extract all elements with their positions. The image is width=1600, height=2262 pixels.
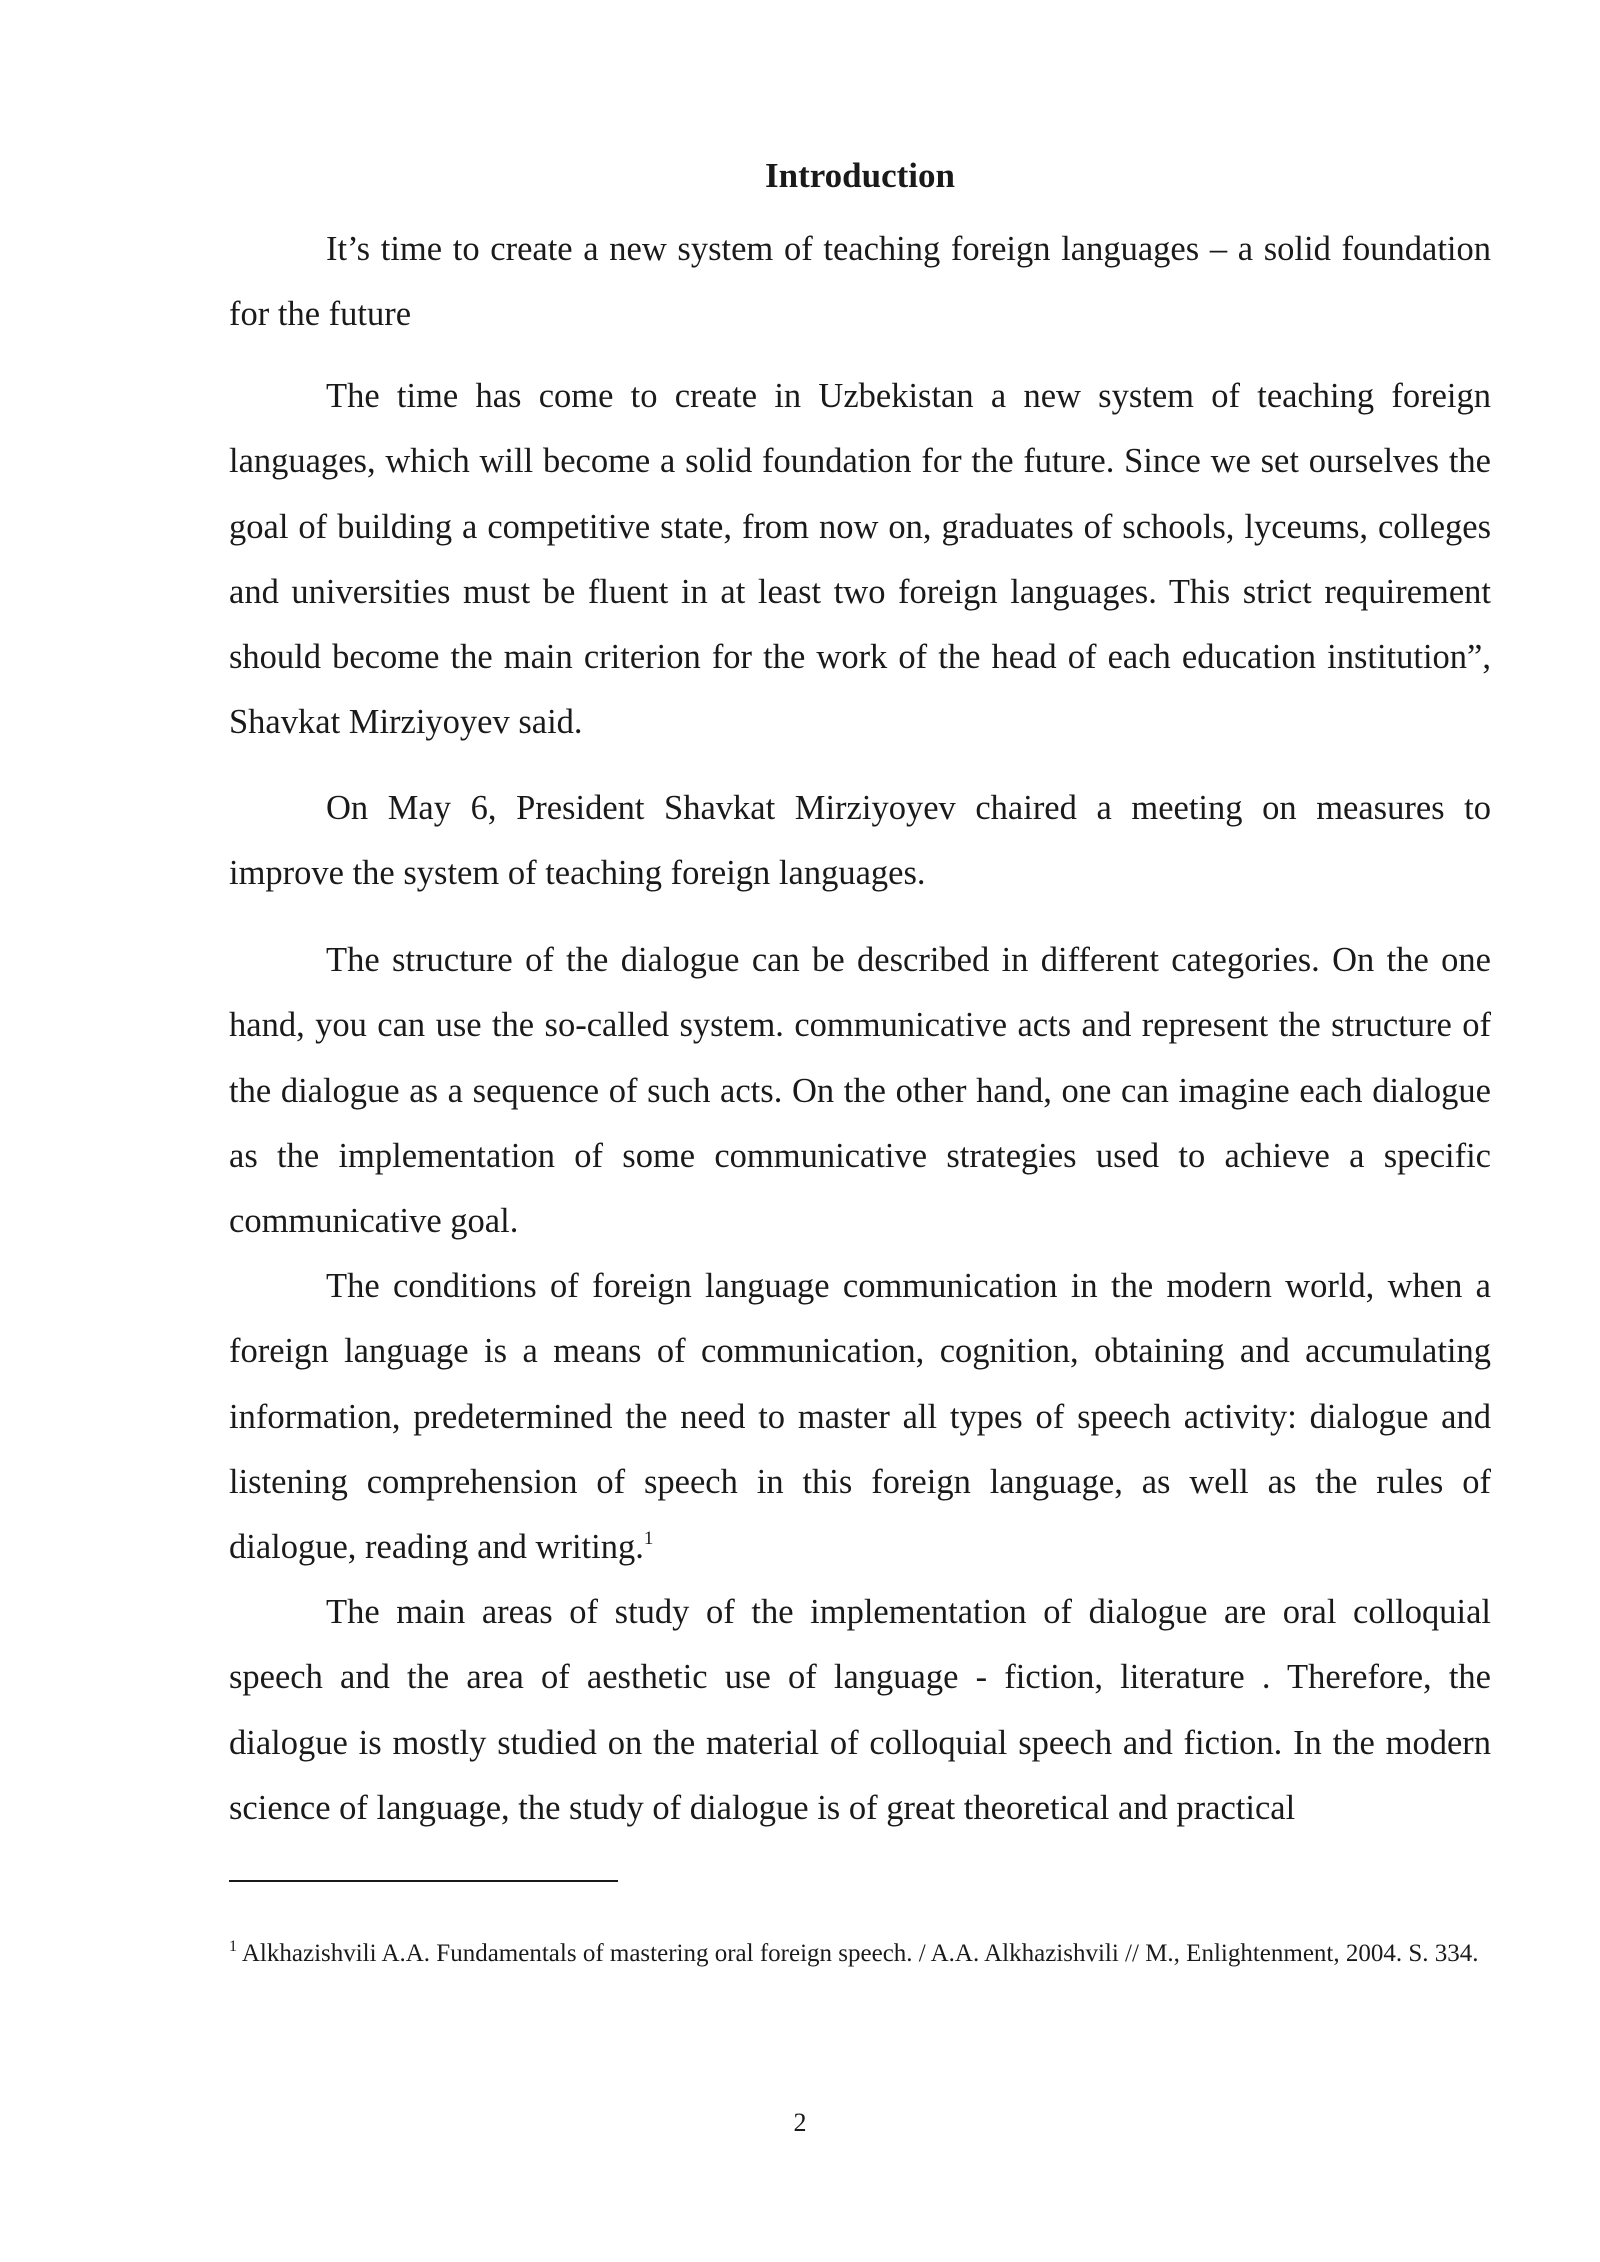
footnote-separator <box>229 1880 618 1882</box>
paragraph-1: It’s time to create a new system of teaching foreign languages – a solid foundation for the future <box>229 230 1491 334</box>
footnote <box>229 1929 1491 1979</box>
document-title: Introduction <box>765 156 955 195</box>
page-number: 2 <box>793 2108 807 2137</box>
footnote-reference: 1 <box>643 1528 654 1550</box>
paragraph-3: On May 6, President Shavkat Mirziyoyev chaired a meeting on measures to improve the system of teaching foreign languages. <box>229 789 1491 893</box>
paragraph-5-text: The conditions of foreign language communication in the modern world, when a foreign language is a means of communication, cognition, obtaining and accumulating information, predetermined the need to master all types of speech activity: dialogue and listening comprehension of speech in this foreign language, as well as the rules of dialogue, reading and writing. <box>229 1267 1491 1567</box>
footnote-text: Alkhazishvili A.A. Fundamentals of mastering oral foreign speech. / A.A. Alkhazishvili // M., Enlightenment, 2004. S. 334. <box>237 1940 1479 1967</box>
paragraph-6: The main areas of study of the implementation of dialogue are oral colloquial speech and the area of aesthetic use of language - fiction, literature . Therefore, the dialogue is mostly studied on the material of colloquial speech and fiction. In the modern science of language, the study of dialogue is of great theoretical and practical <box>229 1593 1491 1827</box>
paragraph-5 <box>229 1254 1491 1580</box>
footnote-marker: 1 <box>229 1938 237 1955</box>
paragraph-2: The time has come to create in Uzbekistan a new system of teaching foreign languages, which will become a solid foundation for the future. Since we set ourselves the goal of building a competitive state, from now on, graduates of schools, lyceums, colleges and universities must be fluent in at least two foreign languages. This strict requirement should become the main criterion for the work of the head of each education institution”, Shavkat Mirziyoyev said. <box>229 377 1491 742</box>
paragraph-4: The structure of the dialogue can be described in different categories. On the one hand, you can use the so-called system. communicative acts and represent the structure of the dialogue as a sequence of such acts. On the other hand, one can imagine each dialogue as the implementation of some communicative strategies used to achieve a specific communicative goal. <box>229 941 1491 1241</box>
